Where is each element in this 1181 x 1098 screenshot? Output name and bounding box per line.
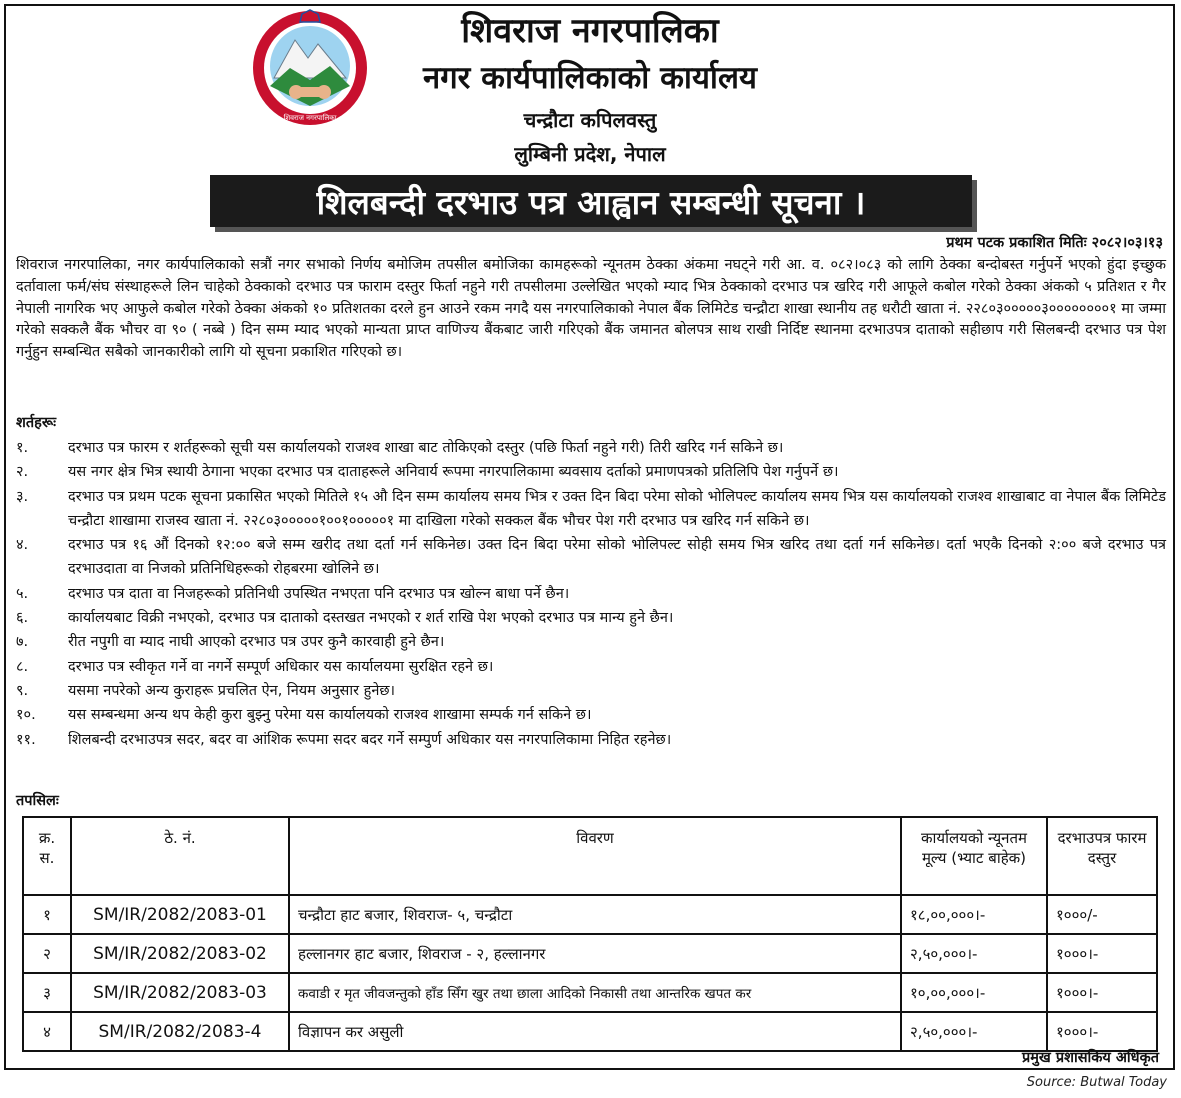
condition-item (16, 606, 1166, 630)
table-row (23, 1012, 1157, 1051)
header-form-fee: दरभाउपत्र फारम दस्तुर (1047, 817, 1157, 895)
cell-sn: २ (23, 934, 71, 973)
condition-text: कार्यालयबाट विक्री नभएको, दरभाउ पत्र दाताको दस्तखत नभएको र शर्त राखि पेश भएको दरभाउ पत्र मान्य हुने छैन। (68, 610, 674, 627)
cell-sn: १ (23, 895, 71, 934)
cell-sn: ४ (23, 1012, 71, 1051)
condition-text: दरभाउ पत्र फारम र शर्तहरूको सूची यस कार्यालयको राजश्व शाखा बाट तोकिएको दस्तुर (पछि फिर्ता नहुने गरी) तिरी खरिद गर्न सकिने छ। (68, 440, 784, 456)
office-location: चन्द्रौटा कपिलवस्तु (523, 108, 657, 132)
cell-contract-no: SM/IR/2082/2083-02 (71, 934, 289, 973)
header-min-value: कार्यालयको न्यूनतम मूल्य (भ्याट बाहेक) (901, 817, 1047, 895)
cell-description: हल्लानगर हाट बजार, शिवराज - २, हल्लानगर (289, 934, 901, 973)
emblem-label: शिवराज नगरपालिका (283, 114, 337, 122)
notice-title-banner (210, 175, 972, 227)
schedule-heading: तपसिलः (16, 793, 59, 809)
cell-min-value: २,५०,०००।- (901, 934, 1047, 973)
condition-text: शिलबन्दी दरभाउपत्र सदर, बदर वा आंशिक रूपमा सदर बदर गर्ने सम्पुर्ण अधिकार यस नगरपालिकामा निहित रहनेछ। (68, 731, 672, 748)
cell-description: कवाडी र मृत जीवजन्तुको हाँड सिँग खुर तथा छाला आदिको निकासी तथा आन्तरिक खपत कर (289, 973, 901, 1012)
cell-description: विज्ञापन कर असुली (289, 1012, 901, 1051)
condition-item (16, 630, 1166, 654)
header-description: विवरण (289, 817, 901, 895)
condition-text: यसमा नपरेको अन्य कुराहरू प्रचलित ऐन, नियम अनुसार हुनेछ। (68, 682, 396, 699)
condition-number: ६. (16, 610, 29, 627)
province-name: लुम्बिनी प्रदेश, नेपाल (514, 142, 666, 166)
notice-title: शिलबन्दी दरभाउ पत्र आह्वान सम्बन्धी सूचना । (316, 182, 866, 222)
condition-text: यस नगर क्षेत्र भित्र स्थायी ठेगाना भएका दरभाउ पत्र दाताहरूले अनिवार्य रूपमा नगरपालिकामा ब्यवसाय दर्ताको प्रमाणपत्रको प्रतिलिपि पेश गर्नुपर्ने छ। (68, 464, 839, 481)
condition-text: दरभाउ पत्र स्वीकृत गर्ने वा नगर्ने सम्पूर्ण अधिकार यस कार्यालयमा सुरक्षित रहने छ। (68, 658, 494, 675)
condition-text: रीत नपुगी वा म्याद नाघी आएको दरभाउ पत्र उपर कुनै कारवाही हुने छैन। (68, 634, 445, 651)
schedule-table (22, 816, 1158, 1052)
header-contract-no: ठे. नं. (71, 817, 289, 895)
municipality-emblem-icon (250, 8, 370, 128)
cell-form-fee: १०००।- (1047, 1012, 1157, 1051)
intro-paragraph: शिवराज नगरपालिका, नगर कार्यपालिकाको सत्रौं नगर सभाको निर्णय बमोजिम तपसील बमोजिका कामहरूको न्यूनतम ठेक्का अंकमा नघट्ने गरी आ. व. ०८२।०८३ को लागि ठेक्का बन्दोबस्त गर्नुपर्ने भएको हुंदा इच्छुक दर्तावाला फर्म/संघ संस्थाहरूले लिन चाहेको ठेक्काको दरभाउ पत्र फाराम दस्तुर फिर्ता नहुने गरी तपसीलमा उल्लेखित भएको म्याद भित्र ठेक्काको दरभाउ पत्र खरिद गरी आफूले कबोल गरेको ठेक्का अंकको ५ प्रतिशत र गैर नेपाली नागरिक भए आफुले कबोल गरेको ठेक्का अंकको १० प्रतिशतका दरले हुन आउने रकम नगदै यस नगरपालिकाको नेपाल बैंक लिमिटेड चन्द्रौटा शाखा स्थानीय तह धरौटी खाता नं. २२८०३०००००३००००००००१ मा जम्मा गरेको सक्कलै बैंक भौचर वा ९० ( नब्बे ) दिन सम्म म्याद भएको मान्यता प्राप्त वाणिज्य बैंकबाट जारी गरिएको बैंक जमानत बोलपत्र साथ राखी निर्दिष्ट स्थानमा दरभाउपत्र दाताको सहीछाप गरी सिलबन्दी दरभाउ पत्र पेश गर्नुहुन सम्बन्धित सबैको जानकारीको लागि यो सूचना प्रकाशित गरिएको छ। (16, 257, 1166, 361)
condition-number: ३. (16, 488, 29, 505)
cell-contract-no: SM/IR/2082/2083-01 (71, 895, 289, 934)
condition-text: दरभाउ पत्र १६ औं दिनको १२:०० बजे सम्म खरीद तथा दर्ता गर्न सकिनेछ। उक्त दिन बिदा परेमा सोको भोलिपल्ट सोही समय भित्र खरिद तथा दर्ता गर्न सकिनेछ। दर्ता भएकै दिनको २:०० बजे दरभाउ पत्र दरभाउदाता वा निजको प्रतिनिधिहरूको रोहबरमा खोलिने छ। (68, 537, 1166, 578)
condition-number: २. (16, 464, 29, 481)
cell-form-fee: १०००।- (1047, 934, 1157, 973)
table-header-row (23, 817, 1157, 895)
conditions-heading: शर्तहरूः (16, 415, 57, 431)
condition-item (16, 485, 1166, 534)
condition-item (16, 679, 1166, 703)
cell-min-value: १८,००,०००।- (901, 895, 1047, 934)
condition-text: दरभाउ पत्र दाता वा निजहरूको प्रतिनिधी उपस्थित नभएता पनि दरभाउ पत्र खोल्न बाधा पर्ने छैन। (68, 585, 570, 602)
cell-contract-no: SM/IR/2082/2083-03 (71, 973, 289, 1012)
condition-number: ११. (16, 731, 36, 748)
condition-item (16, 460, 1166, 484)
condition-item (16, 728, 1166, 752)
condition-number: ४. (16, 537, 29, 554)
conditions-list (16, 436, 1166, 752)
condition-number: ८. (16, 658, 29, 675)
condition-item (16, 436, 1166, 460)
cell-contract-no: SM/IR/2082/2083-4 (71, 1012, 289, 1051)
cell-form-fee: १०००।- (1047, 973, 1157, 1012)
condition-number: १. (16, 440, 29, 456)
condition-number: १०. (16, 707, 36, 724)
source-credit: Source: Butwal Today (1026, 1075, 1167, 1090)
signer-title: प्रमुख प्रशासकिय अधिकृत (1022, 1050, 1159, 1066)
table-row (23, 973, 1157, 1012)
org-name: शिवराज नगरपालिका (461, 11, 719, 51)
published-date: प्रथम पटक प्रकाशित मितिः २०८२।०३।१३ (946, 235, 1163, 251)
cell-description: चन्द्रौटा हाट बजार, शिवराज- ५, चन्द्रौटा (289, 895, 901, 934)
cell-min-value: २,५०,०००।- (901, 1012, 1047, 1051)
condition-number: ९. (16, 682, 29, 699)
cell-min-value: १०,००,०००।- (901, 973, 1047, 1012)
condition-item (16, 703, 1166, 727)
condition-item (16, 582, 1166, 606)
table-row (23, 934, 1157, 973)
condition-text: यस सम्बन्धमा अन्य थप केही कुरा बुझ्नु परेमा यस कार्यालयको राजश्व शाखामा सम्पर्क गर्न सकिने छ। (68, 707, 592, 724)
header-sn: क्र. स. (23, 817, 71, 895)
condition-number: ७. (16, 634, 29, 651)
table-row (23, 895, 1157, 934)
condition-item (16, 655, 1166, 679)
condition-number: ५. (16, 585, 29, 602)
condition-text: दरभाउ पत्र प्रथम पटक सूचना प्रकासित भएको मितिले १५ औ दिन सम्म कार्यालय समय भित्र र उक्त दिन बिदा परेमा सोको भोलिपल्ट कार्यालय समय भित्र यस कार्यालयको राजश्व शाखाबाट वा नेपाल बैंक लिमिटेड चन्द्रौटा शाखामा राजस्व खाता नं. २२८०३०००००१००१०००००१ मा दाखिला गरेको सक्कल बैंक भौचर पेश गरी दरभाउ पत्र खरिद गर्न सकिने छ। (68, 488, 1166, 529)
cell-form-fee: १०००/- (1047, 895, 1157, 934)
cell-sn: ३ (23, 973, 71, 1012)
office-name: नगर कार्यपालिकाको कार्यालय (423, 60, 757, 96)
condition-item (16, 533, 1166, 582)
